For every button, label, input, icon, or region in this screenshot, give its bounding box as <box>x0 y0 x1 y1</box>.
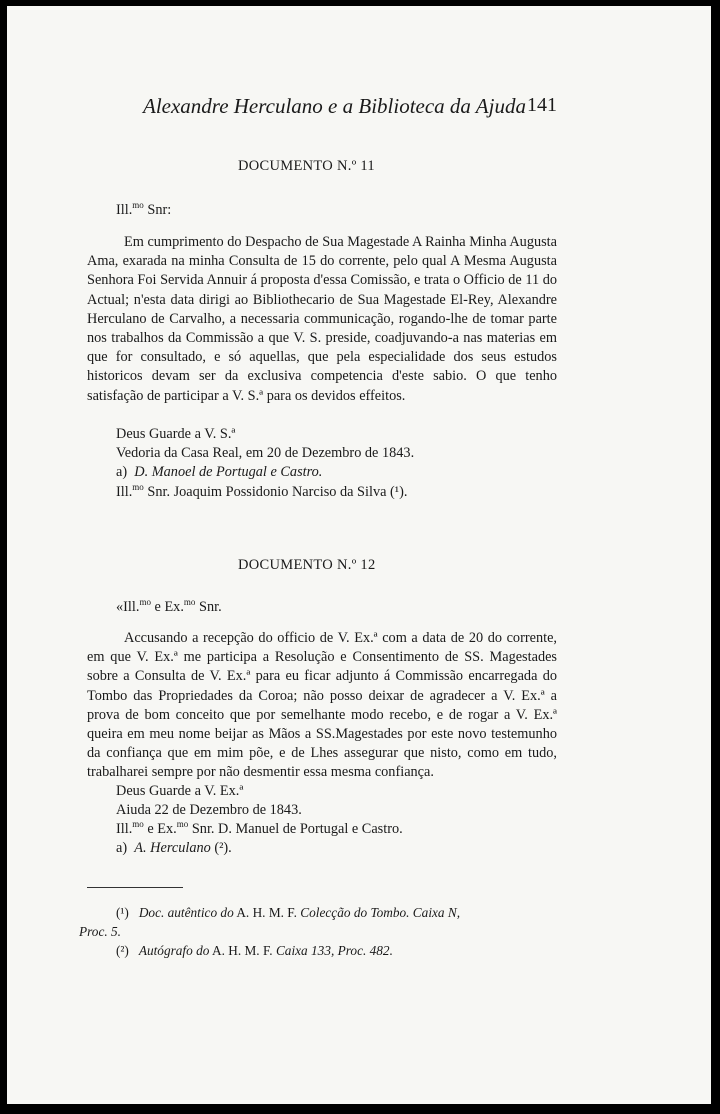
document-12-place-date: Aiuda 22 de Dezembro de 1843. <box>116 802 302 818</box>
document-page <box>7 6 711 1104</box>
document-11-title: DOCUMENTO N.º 11 <box>238 158 375 174</box>
running-header: Alexandre Herculano e a Biblioteca da Ajuda <box>143 94 526 118</box>
document-11-closing: Deus Guarde a V. S.ª <box>116 426 236 442</box>
document-11-place-date: Vedoria da Casa Real, em 20 de Dezembro de 1843. <box>116 445 415 461</box>
document-12-closing: Deus Guarde a V. Ex.ª <box>116 783 244 799</box>
document-11-body: Em cumprimento do Despacho de Sua Magestade A Rainha Minha Augusta Ama, exarada na minha Consulta de 15 do corrente, pelo qual A Mesma Augusta Senhora Foi Servida Annuir á proposta d'essa Comissão, e trata o Officio de 11 do Actual; n'esta data dirigi ao Bibliothecario de Sua Magestade El-Rey, Alexandre Herculano de Carvalho, a necessaria communicação, rogando-lhe de tomar parte nos trabalhos da Commissão a que V. S. preside, coadjuvando-a nas materias em que for consultado, e só aquellas, que pela especialidade dos seus estudos historicos devam ser da exclusiva competencia d'este sabio. O que tenho satisfação de participar a V. S.ª para os devidos effeitos. <box>87 234 557 404</box>
document-12-signature: a) A. Herculano (²). <box>116 840 232 856</box>
document-11-salutation: Ill.$^{mo}$ Snr: <box>116 200 172 218</box>
footnote-1-continuation: Proc. 5. <box>79 924 121 939</box>
document-11-addressee: Ill.$^{mo}$ Snr. Joaquim Possidonio Narciso da Silva (¹). <box>116 482 408 500</box>
footnote-rule <box>87 887 183 888</box>
page-number: 141 <box>527 94 557 116</box>
document-11-signature: a) D. Manoel de Portugal e Castro. <box>116 464 323 480</box>
footnote-2: (²) Autógrafo do A. H. M. F. Caixa 133, Proc. 482. <box>116 943 393 958</box>
document-12-body: Accusando a recepção do officio de V. Ex.ª com a data de 20 do corrente, em que V. Ex.ª me participa a Resolução e Consentimento de SS. Magestades sobre a Consulta de V. Ex.ª para eu ficar adjunto á Commissão encarregada do Tombo das Propriedades da Coroa; não posso deixar de agradecer a V. Ex.ª a prova de bom conceito que por semelhante modo recebo, e de rogar a V. Ex.ª queira em meu nome beijar as Mãos a SS.Magestades por este novo testemunho da confiança que em mim põe, e de Lhes assegurar que nisto, como em tudo, trabalharei sempre por não desmentir essa mesma confiança. <box>87 630 557 781</box>
footnote-1: (¹) Doc. autêntico do A. H. M. F. Colecção do Tombo. Caixa N, <box>116 905 461 920</box>
document-12-salutation: «Ill.$^{mo}$ e Ex.$^{mo}$ Snr. <box>116 597 222 615</box>
document-12-title: DOCUMENTO N.º 12 <box>238 557 376 573</box>
document-12-addressee: Ill.$^{mo}$ e Ex.$^{mo}$ Snr. D. Manuel de Portugal e Castro. <box>116 819 403 837</box>
